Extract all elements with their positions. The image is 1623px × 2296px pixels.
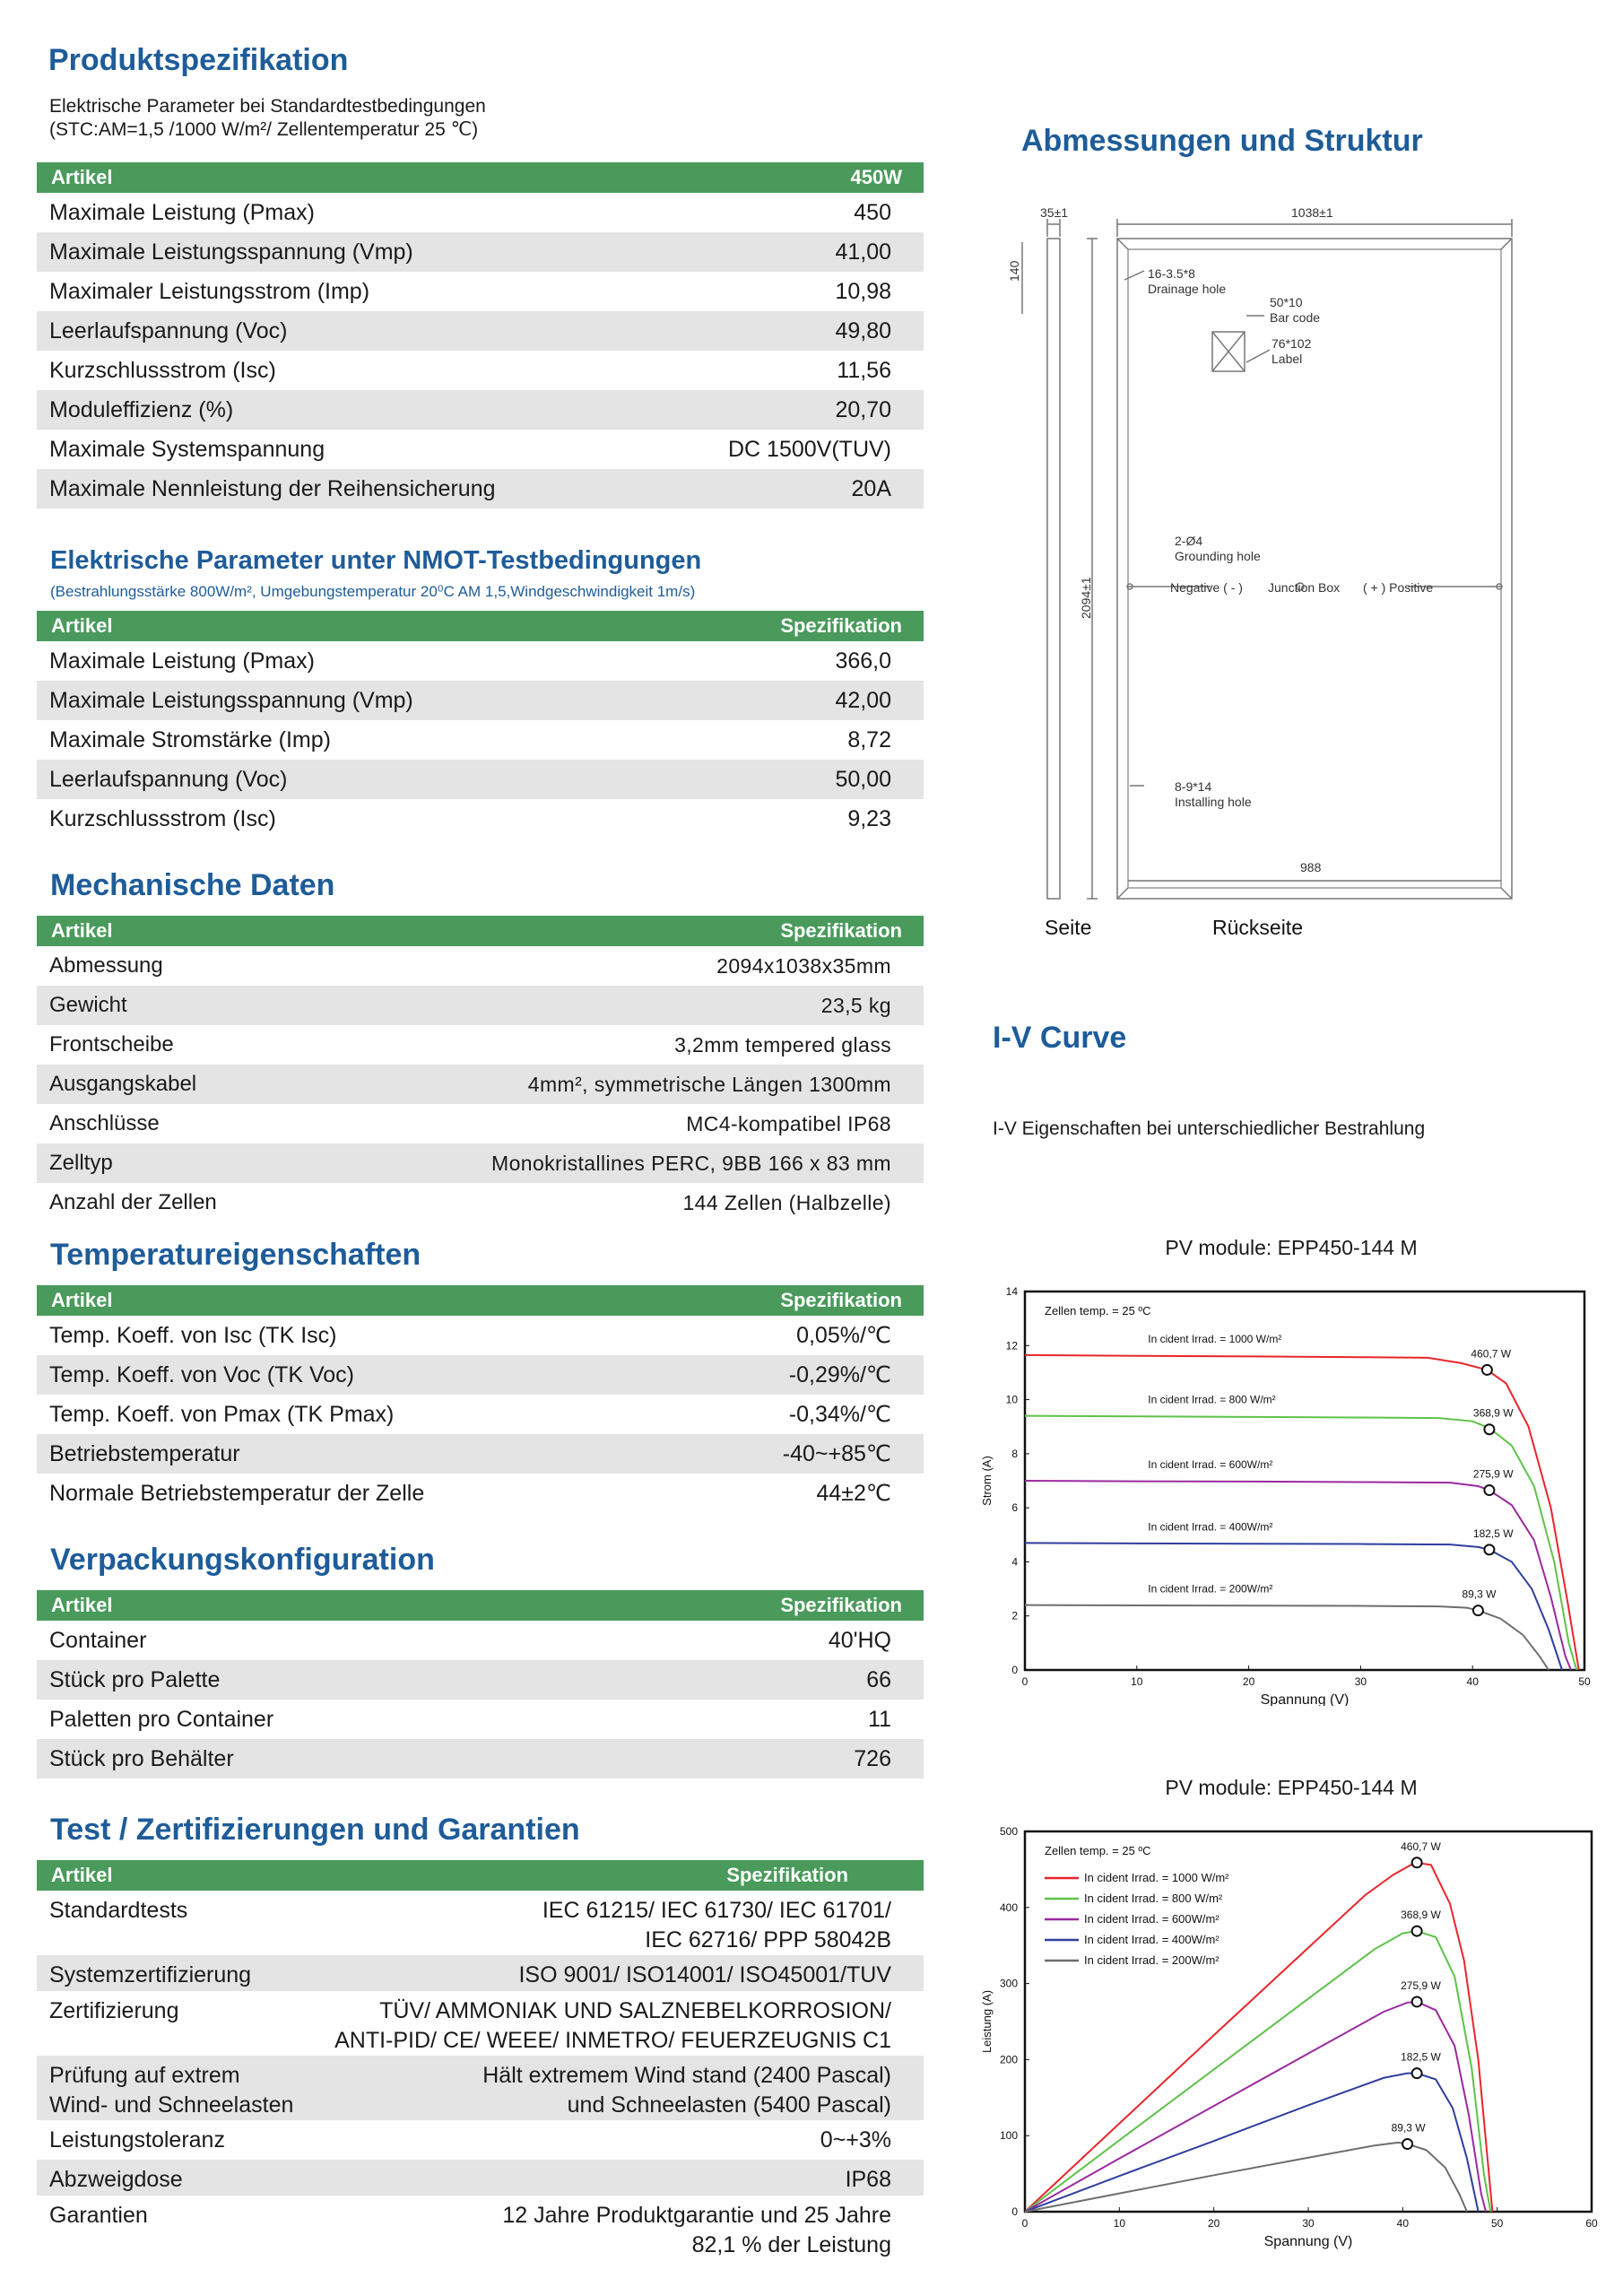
- mpp-point: [1412, 2068, 1422, 2078]
- table-row: [37, 1025, 924, 1065]
- header-artikel: Artikel: [51, 166, 113, 188]
- row-value: 50,00: [835, 766, 891, 792]
- row-value: 9,23: [847, 805, 891, 831]
- row-label: Paletten pro Container: [49, 1706, 274, 1732]
- y-tick-label: 200: [999, 2053, 1018, 2066]
- header-spezifikation: Spezifikation: [780, 1289, 902, 1311]
- spec-rows: [37, 193, 924, 509]
- row-label: Anschlüsse: [49, 1111, 160, 1135]
- row-label: Maximale Leistung (Pmax): [49, 648, 315, 674]
- mpp-label: 275,9 W: [1401, 1979, 1441, 1992]
- negative-label: Negative ( - ): [1170, 580, 1243, 595]
- section-title-temp: Temperatureigenschaften: [50, 1238, 421, 1272]
- legend-label: In cident Irrad. = 200W/m²: [1084, 1953, 1219, 1967]
- barcode-size: 50*10: [1270, 295, 1303, 309]
- row-value: 49,80: [835, 317, 891, 344]
- table-row: [37, 1183, 924, 1222]
- header-spezifikation: Spezifikation: [780, 614, 902, 637]
- x-tick-label: 20: [1242, 1675, 1255, 1688]
- table-row: [37, 799, 924, 839]
- row-value: 0~+3%: [820, 2127, 891, 2152]
- row-value: 11,56: [837, 357, 891, 383]
- series-label: In cident Irrad. = 200W/m²: [1148, 1582, 1273, 1596]
- legend-label: In cident Irrad. = 1000 W/m²: [1084, 1871, 1229, 1884]
- row-label: Frontscheibe: [49, 1032, 174, 1057]
- row-label: Maximaler Leistungsstrom (Imp): [49, 278, 370, 304]
- row-label: Betriebstemperatur: [49, 1440, 240, 1466]
- section-title-spec: Produktspezifikation: [48, 43, 349, 77]
- legend-label: In cident Irrad. = 600W/m²: [1084, 1912, 1219, 1926]
- label-size: 76*102: [1271, 336, 1312, 351]
- table-row: [37, 641, 924, 681]
- row-value: -0,29%/℃: [788, 1362, 891, 1387]
- table-row: [37, 469, 924, 509]
- module-drawing: [1004, 206, 1524, 942]
- side-view-frame: [1047, 239, 1060, 899]
- row-label: Maximale Leistungsspannung (Vmp): [49, 687, 413, 713]
- row-value: 2094x1038x35mm: [716, 953, 891, 978]
- y-tick-label: 8: [1011, 1447, 1018, 1460]
- row-value: ISO 9001/ ISO14001/ ISO45001/TUV: [518, 1962, 891, 1987]
- x-tick-label: 20: [1207, 2217, 1220, 2230]
- table-header: [37, 916, 924, 946]
- row-value: 450: [854, 199, 891, 225]
- row-value: 66: [866, 1666, 891, 1692]
- mpp-label: 182,5 W: [1472, 1526, 1514, 1540]
- row-value: 42,00: [835, 687, 891, 713]
- series-line: [1025, 1605, 1549, 1670]
- x-tick-label: 30: [1354, 1675, 1367, 1688]
- table-row: [37, 720, 924, 760]
- table-row: [37, 1700, 924, 1739]
- mpp-point: [1484, 1485, 1494, 1495]
- header-artikel: Artikel: [51, 919, 113, 942]
- header-450w: 450W: [850, 166, 902, 188]
- row-label: Gewicht: [49, 993, 127, 1017]
- x-tick-label: 40: [1466, 1675, 1479, 1688]
- x-tick-label: 60: [1585, 2217, 1598, 2230]
- mpp-point: [1484, 1424, 1494, 1434]
- annotation: Zellen temp. = 25 ºC: [1045, 1844, 1151, 1857]
- table-row: [37, 1395, 924, 1434]
- row-label: Leistungstoleranz: [49, 2127, 225, 2152]
- table-row: [37, 2120, 924, 2160]
- header-spezifikation: Spezifikation: [780, 919, 902, 942]
- section-title-dims: Abmessungen und Struktur: [1021, 124, 1423, 158]
- y-axis-label: Strom (A): [980, 1456, 994, 1506]
- table-header: [37, 1590, 924, 1621]
- mpp-label: 275,9 W: [1472, 1467, 1514, 1481]
- table-row: [37, 351, 924, 390]
- nmot-table: [37, 611, 924, 839]
- table-row: [37, 390, 924, 430]
- row-value: -40~+85℃: [782, 1441, 891, 1466]
- table-row: [37, 430, 924, 469]
- junction-box-label: Junction Box: [1268, 580, 1341, 595]
- header-artikel: Artikel: [51, 1864, 113, 1886]
- table-row: [37, 1434, 924, 1474]
- row-label: Systemzertifizierung: [49, 1962, 252, 1987]
- nmot-rows: [37, 641, 924, 839]
- section-title-iv: I-V Curve: [993, 1021, 1127, 1055]
- row-value: -0,34%/℃: [788, 1402, 891, 1427]
- mech-table: [37, 916, 924, 1222]
- pack-table: [37, 1590, 924, 1779]
- row-label: Leerlaufspannung (Voc): [49, 317, 288, 344]
- y-axis-label: Leistung (A): [980, 1989, 994, 2054]
- x-tick-label: 0: [1021, 1675, 1028, 1688]
- table-header: [37, 611, 924, 641]
- y-tick-label: 10: [1005, 1393, 1018, 1406]
- mpp-label: 368,9 W: [1401, 1909, 1441, 1922]
- y-tick-label: 4: [1011, 1555, 1018, 1569]
- installing-size: 8-9*14: [1175, 779, 1212, 794]
- row-label: Container: [49, 1627, 147, 1653]
- row-label: Temp. Koeff. von Voc (TK Voc): [49, 1361, 354, 1387]
- iv-chart: [973, 1275, 1601, 1706]
- mpp-point: [1412, 1996, 1422, 2006]
- dim-140: 140: [1007, 260, 1021, 282]
- header-artikel: Artikel: [51, 1289, 113, 1311]
- series-line: [1025, 1355, 1579, 1670]
- legend-label: In cident Irrad. = 400W/m²: [1084, 1933, 1219, 1946]
- mpp-label: 89,3 W: [1391, 2121, 1426, 2135]
- nmot-subtitle: (Bestrahlungsstärke 800W/m², Umgebungstemperatur 20⁰C AM 1,5,Windgeschwindigkeit 1m/s): [50, 583, 696, 600]
- row-value: 4mm², symmetrische Längen 1300mm: [527, 1072, 891, 1096]
- mpp-point: [1412, 1926, 1422, 1936]
- temp-rows: [37, 1316, 924, 1513]
- legend-label: In cident Irrad. = 800 W/m²: [1084, 1892, 1223, 1905]
- section-title-pack: Verpackungskonfiguration: [50, 1543, 435, 1577]
- x-tick-label: 50: [1578, 1675, 1591, 1688]
- spec-intro: [49, 95, 486, 142]
- drain-hole-label: Drainage hole: [1148, 282, 1227, 296]
- mpp-point: [1484, 1544, 1494, 1554]
- row-label: Ausgangskabel: [49, 1072, 197, 1096]
- header-artikel: Artikel: [51, 614, 113, 637]
- mpp-label: 182,5 W: [1401, 2050, 1441, 2064]
- section-title-nmot: Elektrische Parameter unter NMOT-Testbedingungen: [50, 546, 702, 575]
- dim-35: 35±1: [1040, 206, 1069, 220]
- table-row: [37, 760, 924, 799]
- row-value: MC4-kompatibel IP68: [686, 1111, 891, 1135]
- table-row: [37, 1621, 924, 1660]
- cert-table: [37, 1860, 924, 2257]
- row-label: Zelltyp: [49, 1151, 113, 1175]
- x-axis-label: Spannung (V): [1260, 1692, 1350, 1706]
- row-label: Moduleffizienz (%): [49, 396, 234, 422]
- row-value: 11: [868, 1706, 891, 1732]
- header-spezifikation: Spezifikation: [726, 1864, 848, 1886]
- row-value: IEC 61215/ IEC 61730/ IEC 61701/ IEC 62716/ PPP 58042B: [542, 1898, 891, 1952]
- label-label: Label: [1271, 352, 1303, 366]
- series-line: [1025, 1481, 1571, 1670]
- y-tick-label: 300: [999, 1977, 1018, 1990]
- header-spezifikation: Spezifikation: [780, 1594, 902, 1616]
- spec-table: [37, 162, 924, 509]
- grounding-size: 2-Ø4: [1175, 534, 1203, 548]
- side-label: Seite: [1045, 916, 1092, 939]
- row-label: Maximale Leistung (Pmax): [49, 199, 315, 225]
- row-label: Maximale Stromstärke (Imp): [49, 726, 331, 752]
- x-tick-label: 10: [1113, 2217, 1126, 2230]
- series-label: In cident Irrad. = 600W/m²: [1148, 1458, 1273, 1471]
- table-row: [37, 1355, 924, 1395]
- mpp-label: 368,9 W: [1472, 1406, 1514, 1420]
- row-value: Monokristallines PERC, 9BB 166 x 83 mm: [491, 1151, 891, 1175]
- dim-988: 988: [1300, 860, 1322, 874]
- y-tick-label: 0: [1011, 2205, 1018, 2218]
- table-row: [37, 1065, 924, 1104]
- row-label: Kurzschlussstrom (Isc): [49, 357, 276, 383]
- table-row: [37, 1955, 924, 1991]
- row-value: 366,0: [835, 648, 891, 674]
- y-tick-label: 400: [999, 1900, 1018, 1914]
- dim-1038: 1038±1: [1291, 206, 1333, 220]
- mpp-label: 460,7 W: [1401, 1839, 1441, 1853]
- mpp-point: [1473, 1605, 1483, 1615]
- mpp-point: [1402, 2139, 1412, 2149]
- row-label: Abmessung: [49, 953, 163, 978]
- row-label: Zertifizierung: [49, 1998, 179, 2023]
- chart1-title: PV module: EPP450-144 M: [1165, 1236, 1418, 1259]
- table-row: [37, 1660, 924, 1700]
- row-value: 144 Zellen (Halbzelle): [682, 1190, 891, 1214]
- row-label: Maximale Systemspannung: [49, 436, 325, 462]
- series-label: In cident Irrad. = 400W/m²: [1148, 1520, 1273, 1534]
- y-tick-label: 500: [999, 1825, 1018, 1838]
- x-tick-label: 10: [1131, 1675, 1143, 1688]
- x-axis-label: Spannung (V): [1263, 2234, 1353, 2249]
- y-tick-label: 0: [1011, 1664, 1018, 1676]
- table-row: [37, 1991, 924, 2056]
- y-tick-label: 14: [1005, 1285, 1018, 1298]
- back-label: Rückseite: [1212, 916, 1303, 939]
- row-value: 41,00: [835, 239, 891, 265]
- table-header: [37, 162, 924, 193]
- x-tick-label: 0: [1021, 2217, 1028, 2230]
- row-value: 10,98: [835, 278, 891, 304]
- grounding-label: Grounding hole: [1175, 549, 1261, 563]
- y-tick-label: 100: [999, 2129, 1018, 2143]
- row-value: 0,05%/℃: [796, 1323, 891, 1348]
- row-value: TÜV/ AMMONIAK UND SALZNEBELKORROSION/ ANTI-PID/ CE/ WEEE/ INMETRO/ FEUERZEUGNIS C1: [334, 1998, 891, 2053]
- table-row: [37, 1474, 924, 1513]
- installing-label: Installing hole: [1175, 795, 1252, 809]
- row-label: Standardtests: [49, 1898, 188, 1923]
- row-label: Abzweigdose: [49, 2167, 183, 2192]
- series-line: [1025, 2143, 1467, 2212]
- row-label: Temp. Koeff. von Isc (TK Isc): [49, 1322, 337, 1348]
- row-label: Garantien: [49, 2203, 148, 2228]
- row-value: 40'HQ: [828, 1627, 891, 1653]
- iv-caption: I-V Eigenschaften bei unterschiedlicher Bestrahlung: [993, 1118, 1426, 1139]
- table-row: [37, 1891, 924, 1955]
- row-label: Temp. Koeff. von Pmax (TK Pmax): [49, 1401, 395, 1427]
- row-value: 20A: [851, 475, 891, 501]
- row-value: 3,2mm tempered glass: [674, 1032, 891, 1057]
- mpp-point: [1482, 1365, 1492, 1375]
- row-value: Hält extremem Wind stand (2400 Pascal) und Schneelasten (5400 Pascal): [482, 2063, 891, 2118]
- row-value: IP68: [845, 2167, 891, 2192]
- row-label: Anzahl der Zellen: [49, 1190, 217, 1214]
- table-row: [37, 681, 924, 720]
- mpp-point: [1412, 1857, 1422, 1867]
- table-row: [37, 2196, 924, 2257]
- row-label: Stück pro Palette: [49, 1666, 221, 1692]
- y-tick-label: 2: [1011, 1609, 1018, 1622]
- table-row: [37, 1144, 924, 1183]
- row-value: 12 Jahre Produktgarantie und 25 Jahre 82,1 % der Leistung: [502, 2203, 891, 2257]
- table-row: [37, 272, 924, 311]
- row-label: Kurzschlussstrom (Isc): [49, 805, 276, 831]
- dim-2094: 2094±1: [1079, 577, 1093, 619]
- drain-hole-size: 16-3.5*8: [1148, 266, 1195, 281]
- series-label: In cident Irrad. = 800 W/m²: [1148, 1393, 1276, 1406]
- section-title-mech: Mechanische Daten: [50, 868, 335, 902]
- table-header: [37, 1860, 924, 1891]
- y-tick-label: 12: [1005, 1339, 1018, 1352]
- table-row: [37, 1104, 924, 1144]
- pack-rows: [37, 1621, 924, 1779]
- barcode-label: Bar code: [1270, 310, 1321, 325]
- table-header: [37, 1285, 924, 1316]
- table-row: [37, 986, 924, 1025]
- table-row: [37, 2160, 924, 2196]
- row-label: Leerlaufspannung (Voc): [49, 766, 288, 792]
- row-label: Maximale Leistungsspannung (Vmp): [49, 239, 413, 265]
- temp-table: [37, 1285, 924, 1513]
- table-row: [37, 946, 924, 986]
- table-row: [37, 2056, 924, 2120]
- y-tick-label: 6: [1011, 1501, 1018, 1515]
- row-value: 20,70: [835, 396, 891, 422]
- x-tick-label: 50: [1490, 2217, 1504, 2230]
- spec-intro-line2: (STC:AM=1,5 /1000 W/m²/ Zellentemperatur 25 ℃): [49, 119, 479, 140]
- mpp-label: 460,7 W: [1471, 1347, 1512, 1361]
- x-tick-label: 40: [1396, 2217, 1410, 2230]
- series-label: In cident Irrad. = 1000 W/m²: [1148, 1332, 1282, 1345]
- table-row: [37, 193, 924, 232]
- row-value: 726: [854, 1745, 891, 1771]
- mech-rows: [37, 946, 924, 1222]
- x-tick-label: 30: [1302, 2217, 1315, 2230]
- row-value: 23,5 kg: [820, 993, 891, 1017]
- chart2-title: PV module: EPP450-144 M: [1165, 1776, 1418, 1799]
- table-row: [37, 1739, 924, 1779]
- section-title-cert: Test / Zertifizierungen und Garantien: [50, 1813, 580, 1847]
- row-label: Maximale Nennleistung der Reihensicherung: [49, 475, 496, 501]
- positive-label: ( + ) Positive: [1363, 580, 1434, 595]
- annotation: Zellen temp. = 25 ºC: [1045, 1304, 1151, 1318]
- row-value: 44±2℃: [816, 1481, 891, 1506]
- pv-chart: [973, 1815, 1605, 2264]
- row-value: 8,72: [847, 726, 891, 752]
- row-label: Normale Betriebstemperatur der Zelle: [49, 1480, 425, 1506]
- row-label: Prüfung auf extrem Wind- und Schneelasten: [49, 2063, 294, 2118]
- series-line: [1025, 2002, 1486, 2212]
- mpp-label: 89,3 W: [1462, 1587, 1497, 1601]
- row-value: DC 1500V(TUV): [728, 436, 891, 462]
- table-row: [37, 232, 924, 272]
- header-artikel: Artikel: [51, 1594, 113, 1616]
- cert-rows: [37, 1891, 924, 2257]
- spec-intro-line1: Elektrische Parameter bei Standardtestbedingungen: [49, 96, 486, 117]
- plot-frame: [1025, 1831, 1592, 2212]
- table-row: [37, 311, 924, 351]
- row-label: Stück pro Behälter: [49, 1745, 234, 1771]
- table-row: [37, 1316, 924, 1355]
